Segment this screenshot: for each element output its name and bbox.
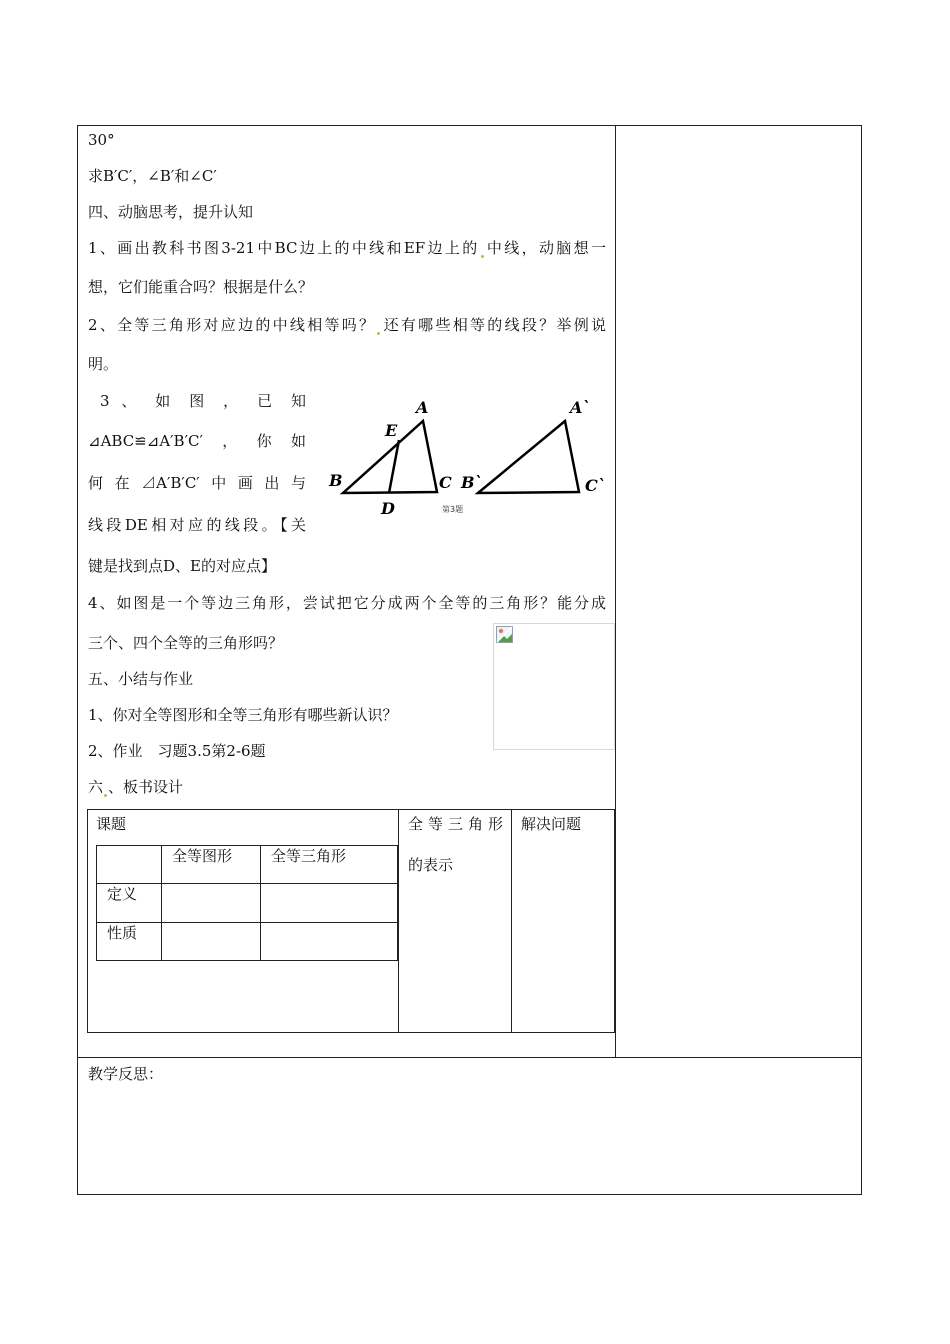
summary-item-2: 2、作业 习题3.5第2-6题 — [88, 742, 266, 760]
row-label-property: 性质 — [97, 922, 162, 960]
section-6-title: 六 、板书设计 — [88, 778, 184, 796]
board-representation-line-1: 全等三角形 — [408, 815, 503, 833]
label-c-prime: C` — [585, 476, 606, 495]
table-row — [97, 922, 398, 960]
label-a-prime: A` — [570, 398, 591, 417]
table-row — [97, 884, 398, 922]
question-1-line-2: 想，它们能重合吗？根据是什么？ — [88, 278, 314, 296]
label-c: C — [439, 473, 452, 492]
question-3-line-4: 线段DE相对应的线段。【关 — [88, 516, 306, 534]
board-divider-1 — [398, 809, 399, 1033]
question-3-line-1: 3 、 如 图 ， 已 知 — [100, 392, 306, 410]
question-4-line-1: 4、如图是一个等边三角形，尝试把它分成两个全等的三角形？能分成 — [88, 594, 606, 612]
table-cell — [162, 922, 261, 960]
column-divider — [615, 125, 616, 1058]
comparison-table — [96, 845, 398, 961]
section-5-title: 五、小结与作业 — [88, 670, 194, 688]
board-topic-label: 课题 — [96, 815, 127, 833]
label-b: B — [329, 471, 343, 490]
table-header-row — [97, 846, 398, 884]
congruent-triangles-figure — [325, 395, 615, 520]
header-congruent-triangles: 全等三角形 — [261, 846, 398, 884]
question-1-line-1: 1、画出教科书图3-21中BC边上的中线和EF边上的 中线，动脑想一 — [88, 239, 606, 257]
label-a: A — [416, 398, 429, 417]
teaching-reflection-label: 教学反思： — [88, 1065, 164, 1083]
question-2-line-1: 2、全等三角形对应边的中线相等吗？ 还有哪些相等的线段？举例说 — [88, 316, 606, 334]
table-cell — [162, 884, 261, 922]
board-representation-line-2: 的表示 — [408, 856, 454, 874]
angle-value: 30° — [88, 131, 115, 149]
image-placeholder — [493, 623, 615, 750]
label-b-prime: B` — [461, 473, 483, 492]
label-d: D — [381, 499, 395, 518]
triangle-a2b2c2 — [478, 421, 579, 493]
question-3-line-2: ⊿ABC≌⊿A′B′C′，你如 — [88, 432, 306, 450]
label-e: E — [385, 421, 398, 440]
header-cell-empty — [97, 846, 162, 884]
broken-image-icon — [496, 626, 513, 643]
header-congruent-figures: 全等图形 — [162, 846, 261, 884]
board-divider-2 — [511, 809, 512, 1033]
figure-caption: 第3题 — [442, 505, 464, 514]
section-4-title: 四、动脑思考，提升认知 — [88, 203, 254, 221]
summary-item-1: 1、你对全等图形和全等三角形有哪些新认识？ — [88, 706, 398, 724]
question-3-line-3: 何在⊿A′B′C′中画出与 — [88, 474, 306, 492]
table-cell — [261, 922, 398, 960]
reflection-divider — [77, 1057, 862, 1058]
question-3-line-5: 键是找到点D、E的对应点】 — [88, 557, 276, 575]
find-statement: 求B′C′，∠B′和∠C′ — [88, 167, 217, 185]
board-solve-label: 解决问题 — [521, 815, 582, 833]
question-4-line-2: 三个、四个全等的三角形吗？ — [88, 634, 284, 652]
row-label-definition: 定义 — [97, 884, 162, 922]
table-cell — [261, 884, 398, 922]
question-2-line-2: 明。 — [88, 355, 119, 373]
